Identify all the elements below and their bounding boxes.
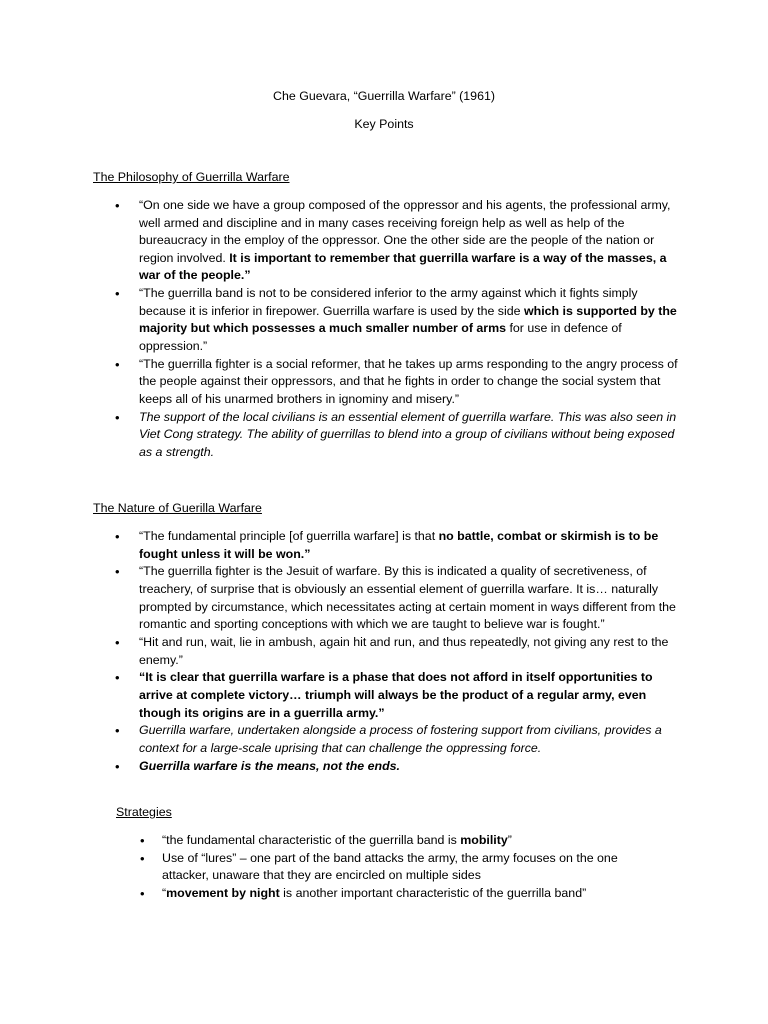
bullet-icon: • (115, 670, 120, 686)
quote-text: “The guerrilla fighter is the Jesuit of warfare. By this is indicated a quality of secretiveness, of treachery, of surprise that is obviously an essential element of guerrilla warfare. It is… naturally prompted by circumstance, which necessitates acting at certain moment in ways different from the romantic and sporting conceptions with which we are taught to believe war is fought.” (139, 564, 676, 632)
philosophy-bullet-list (93, 197, 681, 462)
quote-text: “The guerrilla band is not to be considered inferior to the army against which it fights simply because it is inferior in firepower. Guerrilla warfare is used by the side (139, 286, 638, 318)
quote-text: “Hit and run, wait, lie in ambush, again hit and run, and thus repeatedly, not giving any rest to the enemy.” (139, 634, 669, 667)
list-item (93, 528, 681, 563)
bullet-icon: • (115, 409, 120, 425)
quote-text: “The guerrilla fighter is a social reformer, that he takes up arms responding to the angry process of the people against their oppressors, and that he fights in order to change the social system that keeps all of his unarmed brothers in ignominy and misery.” (139, 356, 678, 406)
list-item (93, 634, 681, 669)
bullet-icon: • (115, 723, 120, 739)
list-item (93, 722, 681, 757)
bullet-icon: • (115, 529, 120, 544)
list-item (93, 563, 681, 633)
quote-text: is another important characteristic of the guerrilla band” (279, 885, 587, 900)
quote-text: ” (507, 833, 512, 847)
list-item (93, 409, 681, 462)
list-item (93, 669, 681, 722)
bullet-icon: • (140, 833, 145, 848)
bullet-icon: • (115, 286, 120, 302)
bullet-icon: • (115, 356, 120, 372)
document-subtitle: Key Points (354, 117, 414, 131)
list-item (116, 832, 656, 850)
commentary-text: Guerrilla warfare, undertaken alongside a process of fostering support from civilians, provides a context for a large-scale uprising that can challenge the oppressing force. (139, 723, 662, 755)
quote-emphasis: movement by night (166, 885, 280, 900)
quote-emphasis: mobility (460, 833, 508, 847)
section-heading-nature: The Nature of Guerilla Warfare (93, 501, 262, 515)
quote-emphasis: It is important to remember that guerrilla warfare is a way of the masses, a war of the people.” (139, 250, 667, 283)
bullet-icon: • (115, 564, 120, 580)
bullet-icon: • (115, 198, 120, 213)
strategy-text: Use of “lures” – one part of the band attacks the army, the army focuses on the one attacker, unaware that they are encircled on multiple sides (162, 850, 618, 883)
commentary-emphasis: Guerrilla warfare is the means, not the ends. (139, 758, 400, 773)
list-item (93, 197, 681, 285)
list-item (116, 885, 656, 903)
subheading-strategies: Strategies (116, 805, 172, 819)
quote-text: “On one side we have a group composed of the oppressor and his agents, the professional army, well armed and discipline and in many cases receiving foreign help as well as help of the bureaucracy in the employ of the oppressor. One the other side are the people of the nation or region involved. (139, 198, 671, 265)
bullet-icon: • (115, 758, 120, 774)
bullet-icon: • (140, 885, 145, 901)
nature-bullet-list (93, 528, 681, 775)
bullet-icon: • (115, 634, 120, 650)
quote-emphasis: no battle, combat or skirmish is to be fought unless it will be won.” (139, 529, 659, 561)
quote-emphasis: “It is clear that guerrilla warfare is a phase that does not afford in itself opportunities to arrive at complete victory… triumph will always be the product of a regular army, even though its origins are in a guerrilla army.” (139, 670, 653, 720)
list-item (116, 850, 656, 885)
document-title: Che Guevara, “Guerrilla Warfare” (1961) (273, 89, 495, 103)
quote-text: “the fundamental characteristic of the guerrilla band is (162, 833, 461, 847)
quote-emphasis: which is supported by the majority but which possesses a much smaller number of arms (139, 303, 677, 336)
strategies-bullet-list (116, 832, 656, 902)
list-item (93, 285, 681, 355)
quote-text: “The fundamental principle [of guerrilla warfare] is that (139, 529, 439, 543)
section-heading-philosophy: The Philosophy of Guerrilla Warfare (93, 170, 290, 184)
commentary-text: The support of the local civilians is an essential element of guerrilla warfare. This was also seen in Viet Cong strategy. The ability of guerrillas to blend into a group of civilians without being exposed as a strength. (139, 409, 677, 459)
list-item (93, 356, 681, 409)
quote-text: for use in defence of oppression.” (139, 321, 622, 353)
quote-text: “ (162, 885, 167, 900)
bullet-icon: • (140, 850, 145, 866)
list-item (93, 758, 681, 776)
